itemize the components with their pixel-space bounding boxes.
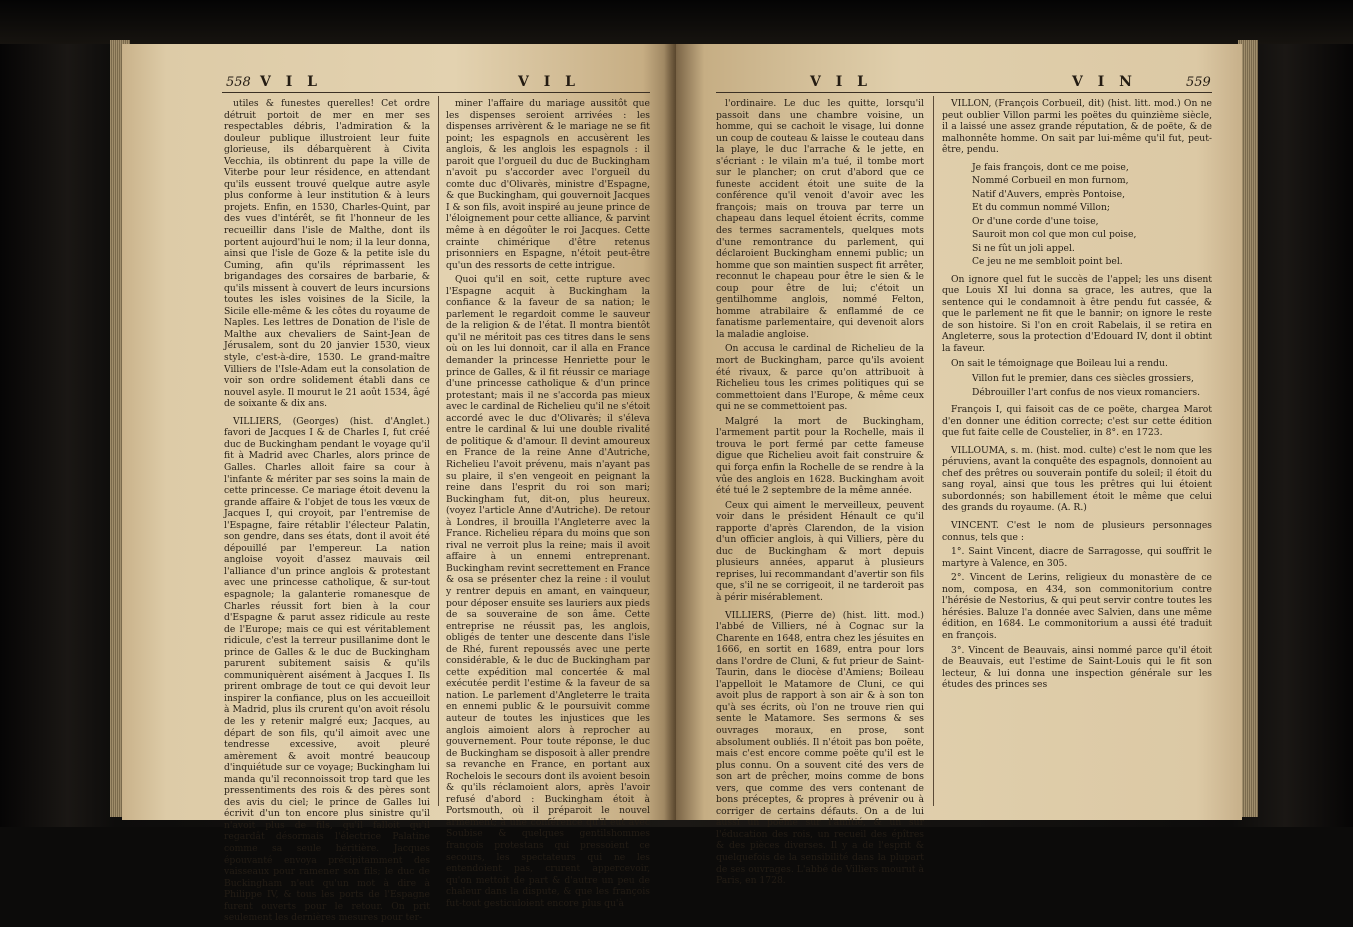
paragraph: l'ordinaire. Le duc les quitte, lorsqu'il passoit dans une chambre voisine, un homme, qui se cachoit le visage, lui donne un coup de couteau & laisse le couteau dans la playe, le duc l'arrache & le jette, en s'écriant : le vilain m'a tué, il tombe mort sur le plancher; on crut d'abord que ce funeste accident étoit une suite de la conférence qu'il venoit d'avoir avec les françois; mais on trouva par terre un chapeau dans lequel étoient écrits, comme des termes sacramentels, quelques mots d'une remontrance du parlement, qui déclaroient Buckingham ennemi public; un homme que son maintien suspect fit arrêter, reconnut le chapeau pour être le sien & le coup pour être de lui; c'étoit un gentilhomme anglois, nommé Felton, homme atrabilaire & enflammé de ce fanatisme parlementaire, qui devenoit alors la maladie angloise. — [716, 98, 924, 340]
entry-villiers-georges: VILLIERS, (Georges) (hist. d'Anglet.) favori de Jacques I & de Charles I, fut créé duc de Buckingham pendant le voyage qu'il fit à Madrid avec Charles, alors prince de Galles. Charles alloit faire sa cour à l'infante & mériter par ses soins la main de cette princesse. Ce mariage étoit devenu la grande affaire & l'objet de tous les vœux de Jacques I, qui croyoit, par l'entremise de l'Espagne, faire rétablir l'électeur Palatin, son gendre, dans ses états, dont il avoit été dépouillé par l'empereur. La nation angloise voyoit d'assez mauvais œil l'alliance d'un prince anglois & protestant avec une princesse catholique, & sur-tout espagnole; la galanterie romanesque de Charles réussit fort bien à la cour d'Espagne & parut assez ridicule au reste de l'Europe; mais ce qui est véritablement ridicule, c'est la terreur pusillanime dont le prince de Galles & le duc de Buckingham parurent subitement saisis & qu'ils communiquèrent aisément à Jacques I. Ils prirent ombrage de tout ce qui devoit leur inspirer la confiance, plus on les accueilloit à Madrid, plus ils crurent qu'on avoit résolu de les y retenir malgré eux; Jacques, au départ de son fils, qu'il aimoit avec une tendresse excessive, avoit pleuré amèrement & avoit montré beaucoup d'inquiétude sur ce voyage; Buckingham lui manda qu'il reconnoissoit trop tard que les pressentiments des rois & des pères sont des avis du ciel; le prince de Galles lui écrivit d'un ton encore plus sinistre qu'il n'avoit plus de fils, qu'il falloit qu'il regardât désormais l'électrice Palatine comme sa seule héritière. Jacques épouvanté envoya précipitamment des vaisseaux pour ramener son fils; le duc de Buckingham n'eut qu'un mot à dire à Philippe IV, & tous les ports de l'Espagne furent ouverts pour le retour. On prit seulement les dernières mesures pour ter- — [224, 415, 430, 924]
running-head: V I L — [518, 74, 581, 90]
entry-villouma: VILLOUMA, s. m. (hist. mod. culte) c'est le nom que les péruviens, avant la conquête des espagnols, donnoient au chef des prêtres ou souverain pontife du soleil; il étoit du sang royal, ainsi que tous les prêtres qui lui étoient subordonnés; son habillement étoit le même que celui des grands du royaume. (A. R.) — [942, 444, 1212, 514]
paragraph: utiles & funestes querelles! Cet ordre détruit portoit de mer en mer ses respectables débris, l'admiration & la douleur publique illustroient leur fuite glorieuse, ils débarquèrent à Civita Vecchia, ils obtinrent du pape la ville de Viterbe pour leur résidence, en attendant qu'ils eussent trouvé quelque autre asyle plus conforme à leur institution & à leurs projets. Enfin, en 1530, Charles-Quint, par des vues d'intérêt, se fit l'honneur de les recueillir dans l'isle de Malthe, dont ils portent aujourd'hui le nom; il la leur donna, ainsi que l'isle de Goze & la petite isle du Cuming, afin qu'ils réprimassent les brigandages des corsaires de barbarie, & qu'ils missent à couvert de leurs incursions toutes les isles voisines de la Sicile, la Sicile elle-même & les côtes du royaume de Naples. Les lettres de Donation de l'isle de Malthe aux chevaliers de Saint-Jean de Jérusalem, sont du 20 janvier 1530, vieux style, c'est-à-dire, 1530. Le grand-maître Villiers de l'Isle-Adam eut la consolation de voir son ordre solidement établi dans ce nouvel asyle. Il mourut le 21 août 1534, âgé de soixante & dix ans. — [224, 98, 430, 410]
entry-villon: VILLON, (François Corbueil, dit) (hist. litt. mod.) On ne peut oublier Villon parmi les poëtes du quinzième siècle, il a laissé une assez grande réputation, & de poëte, & de malhonnête homme. On sait par lui-même qu'il fut, peut-être, pendu. — [942, 98, 1212, 156]
paragraph: On accusa le cardinal de Richelieu de la mort de Buckingham, parce qu'ils avoient été rivaux, & parce qu'on attribuoit à Richelieu tous les crimes politiques qui se commettoient dans l'Europe, & même ceux qui ne se commettoient pas. — [716, 343, 924, 413]
column-divider — [933, 96, 934, 806]
verse-line: Je fais françois, dont ce me poise, — [972, 161, 1129, 173]
paragraph: On ignore quel fut le succès de l'appel; les uns disent que Louis XI lui donna sa grace, les autres, que la sentence qui le condamnoit à être pendu fut cassée, & que le parlement ne fit que le bannir; on ignore le reste de son histoire. Si l'on en croit Rabelais, il se retira en Angleterre, sous la protection d'Edouard IV, dont il obtint la faveur. — [942, 273, 1212, 355]
page-number: 558 — [226, 75, 251, 90]
paragraph: miner l'affaire du mariage aussitôt que les dispenses seroient arrivées : les dispenses arrivèrent & le mariage ne se fit point; les espagnols en accusèrent les anglois, & les anglois les espagnols : il paroit que l'orgueil du duc de Buckingham n'avoit pu s'accorder avec l'orgueil du comte duc d'Olivarès, ministre d'Espagne, & que Buckingham, qui gouvernoit Jacques I & son fils, avoit inspiré au jeune prince de l'éloignement pour cette alliance, & parvint même à en dégoûter le roi Jacques. Cette crainte chimérique d'être retenus prisonniers en Espagne, n'étoit peut-être qu'un des ressorts de cette intrigue. — [446, 98, 650, 271]
page-number: 559 — [1186, 75, 1211, 90]
paragraph: Ceux qui aiment le merveilleux, peuvent voir dans le président Hénault ce qu'il rapporte d'après Clarendon, de la vision d'un officier anglois, à qui Villiers, père du duc de Buckingham & mort depuis plusieurs années, apparut à plusieurs reprises, lui recommandant d'avertir son fils que, s'il ne se corrigeoit, il ne tarderoit pas à périr misérablement. — [716, 499, 924, 603]
verse-line: Villon fut le premier, dans ces siècles grossiers, — [972, 373, 1194, 385]
verse-line: Sauroit mon col que mon cul poise, — [972, 229, 1137, 241]
verse-line: Débrouiller l'art confus de nos vieux romanciers. — [972, 386, 1201, 398]
verse-line: Ce jeu ne me sembloit point bel. — [972, 256, 1123, 268]
entry-vincent: VINCENT. C'est le nom de plusieurs personnages connus, tels que : — [942, 520, 1212, 543]
column-left — [224, 98, 430, 927]
paragraph: 2°. Vincent de Lerins, religieux du monastère de ce nom, composa, en 434, son commonitorium contre l'hérésie de Nestorius, & qui peut servir contre toutes les hérésies. Baluze l'a donnée avec Salvien, dans une même édition, en 1684. Le commonitorium a aussi été traduit en françois. — [942, 572, 1212, 641]
right-page — [676, 44, 1242, 887]
paragraph: 3°. Vincent de Beauvais, ainsi nommé parce qu'il étoit de Beauvais, eut l'estime de Saint-Louis qui le fit son lecteur, & lui donna une inspection générale sur les études des princes ses — [942, 644, 1212, 691]
verse-line: Or d'une corde d'une toise, — [972, 215, 1099, 227]
verse-line: Nommé Corbueil en mon furnom, — [972, 175, 1129, 187]
verse-line: Et du commun nommé Villon; — [972, 202, 1110, 214]
header-rule — [716, 92, 1212, 93]
header-rule — [222, 92, 650, 93]
column-divider — [438, 96, 439, 806]
entry-villiers-pierre: VILLIERS, (Pierre de) (hist. litt. mod.) l'abbé de Villiers, né à Cognac sur la Charente en 1648, entra chez les jésuites en 1666, en sortit en 1689, entra pour lors dans l'ordre de Cluni, & fut prieur de Saint-Taurin, dans le diocèse d'Amiens; Boileau l'appelloit le Matamore de Cluni, ce qui avoit plus de rapport à son air & à son ton qu'à ses écrits, où l'on ne trouve rien qui sente le Matamore. Ses sermons & ses ouvrages moraux, en prose, sont absolument oubliés. Il n'étoit pas bon poëte, mais c'est encore comme poëte qu'il est le plus connu. On a souvent cité des vers de son art de prêcher, moins comme de bons vers, que comme des vers contenant de bons préceptes, & propres à prévenir ou à corriger de certains défauts. On a de lui aussi un poëme sur l'amitié, & un sur l'éducation des rois, un recueil des épîtres & des pièces diverses. Il y a de l'esprit & quelquefois de la sensibilité dans la plupart de ses ouvrages. L'abbé de Villiers mourut à Paris, en 1728. — [716, 609, 924, 887]
running-head: V I N — [1072, 74, 1137, 90]
paragraph: On sait le témoignage que Boileau lui a rendu. — [951, 357, 1168, 369]
paragraph: François I, qui faisoit cas de ce poëte, chargea Marot d'en donner une édition correcte; c'est sur cette édition que fut faite celle de Coustelier, in 8°. en 1723. — [942, 404, 1212, 439]
running-head: V I L — [810, 74, 873, 90]
column-right — [942, 98, 1212, 694]
verse-line: Si ne fût un joli appel. — [972, 242, 1075, 254]
paragraph: Malgré la mort de Buckingham, l'armement partit pour la Rochelle, mais il trouva le port fermé par cette fameuse digue que Richelieu avoit fait construire & qui força enfin la Rochelle de se rendre à la vûe des anglois en 1628. Buckingham avoit été tué le 2 septembre de la même année. — [716, 415, 924, 497]
column-right — [446, 98, 650, 912]
background-top — [0, 0, 1353, 44]
left-page — [122, 44, 676, 924]
running-head: V I L — [260, 74, 323, 90]
paragraph: Quoi qu'il en soit, cette rupture avec l'Espagne acquit à Buckingham la confiance & la faveur de sa nation; le parlement le regardoit comme le sauveur de la religion & de l'état. Il montra bientôt qu'il ne méritoit pas ces titres dans le sens où on les lui donnoit, car il alla en France demander la princesse Henriette pour le prince de Galles, & il fit réussir ce mariage d'une princesse catholique & d'un prince protestant; mais il ne s'accorda pas mieux avec le cardinal de Richelieu qu'il ne s'étoit accordé avec le duc d'Olivarès; il s'éleva entre le cardinal & lui une double rivalité de politique & d'amour. Il devint amoureux en France de la reine Anne d'Autriche, Richelieu l'avoit prévenu, mais n'ayant pas su plaire, il s'en vengeoit en peignant la reine dans l'esprit du roi son mari; Buckingham fut, dit-on, plus heureux. (voyez l'article Anne d'Autriche). De retour à Londres, il brouilla l'Angleterre avec la France. Richelieu répara du moins que son rival ne verroit plus la reine; mais il avoit affaire à un ennemi entreprenant. Buckingham revint secrettement en France & osa se présenter chez la reine : il voulut y rentrer depuis en amant, en vainqueur, pour déposer ensuite ses lauriers aux pieds de sa souveraine de son âme. Cette entreprise ne réussit pas, les anglois, obligés de tenter une descente dans l'isle de Rhé, furent repoussés avec une perte considérable, & le duc de Buckingham par cette expédition mal concertée & mal exécutée perdit l'estime & la faveur de sa nation. Le parlement d'Angleterre le traita en ennemi public & le poursuivit comme auteur de toutes les injustices que les anglois aimoient alors à reprocher au gouvernement. Pour toute réponse, le duc de Buckingham se disposoit à aller prendre sa revanche en France, en portant aux Rochelois le secours dont ils avoient besoin & qu'ils réclamoient alors, après l'avoir refusé d'abord : Buckingham étoit à Portsmouth, où il préparoit le nouvel armement; à une conférence qu'il eut avec Soubise & quelques gentilshommes françois protestans qui pressoient ce secours, les spectateurs qui ne les entendoient pas, crurent appercevoir, qu'on mettoit de part & d'autre un peu de chaleur dans la dispute, & que les françois fut-tout gesticuloient encore plus qu'à — [446, 274, 650, 909]
paragraph: 1°. Saint Vincent, diacre de Sarragosse, qui souffrit le martyre à Valence, en 305. — [942, 546, 1212, 569]
column-left — [716, 98, 924, 890]
verse-line: Natif d'Auvers, emprès Pontoise, — [972, 188, 1125, 200]
